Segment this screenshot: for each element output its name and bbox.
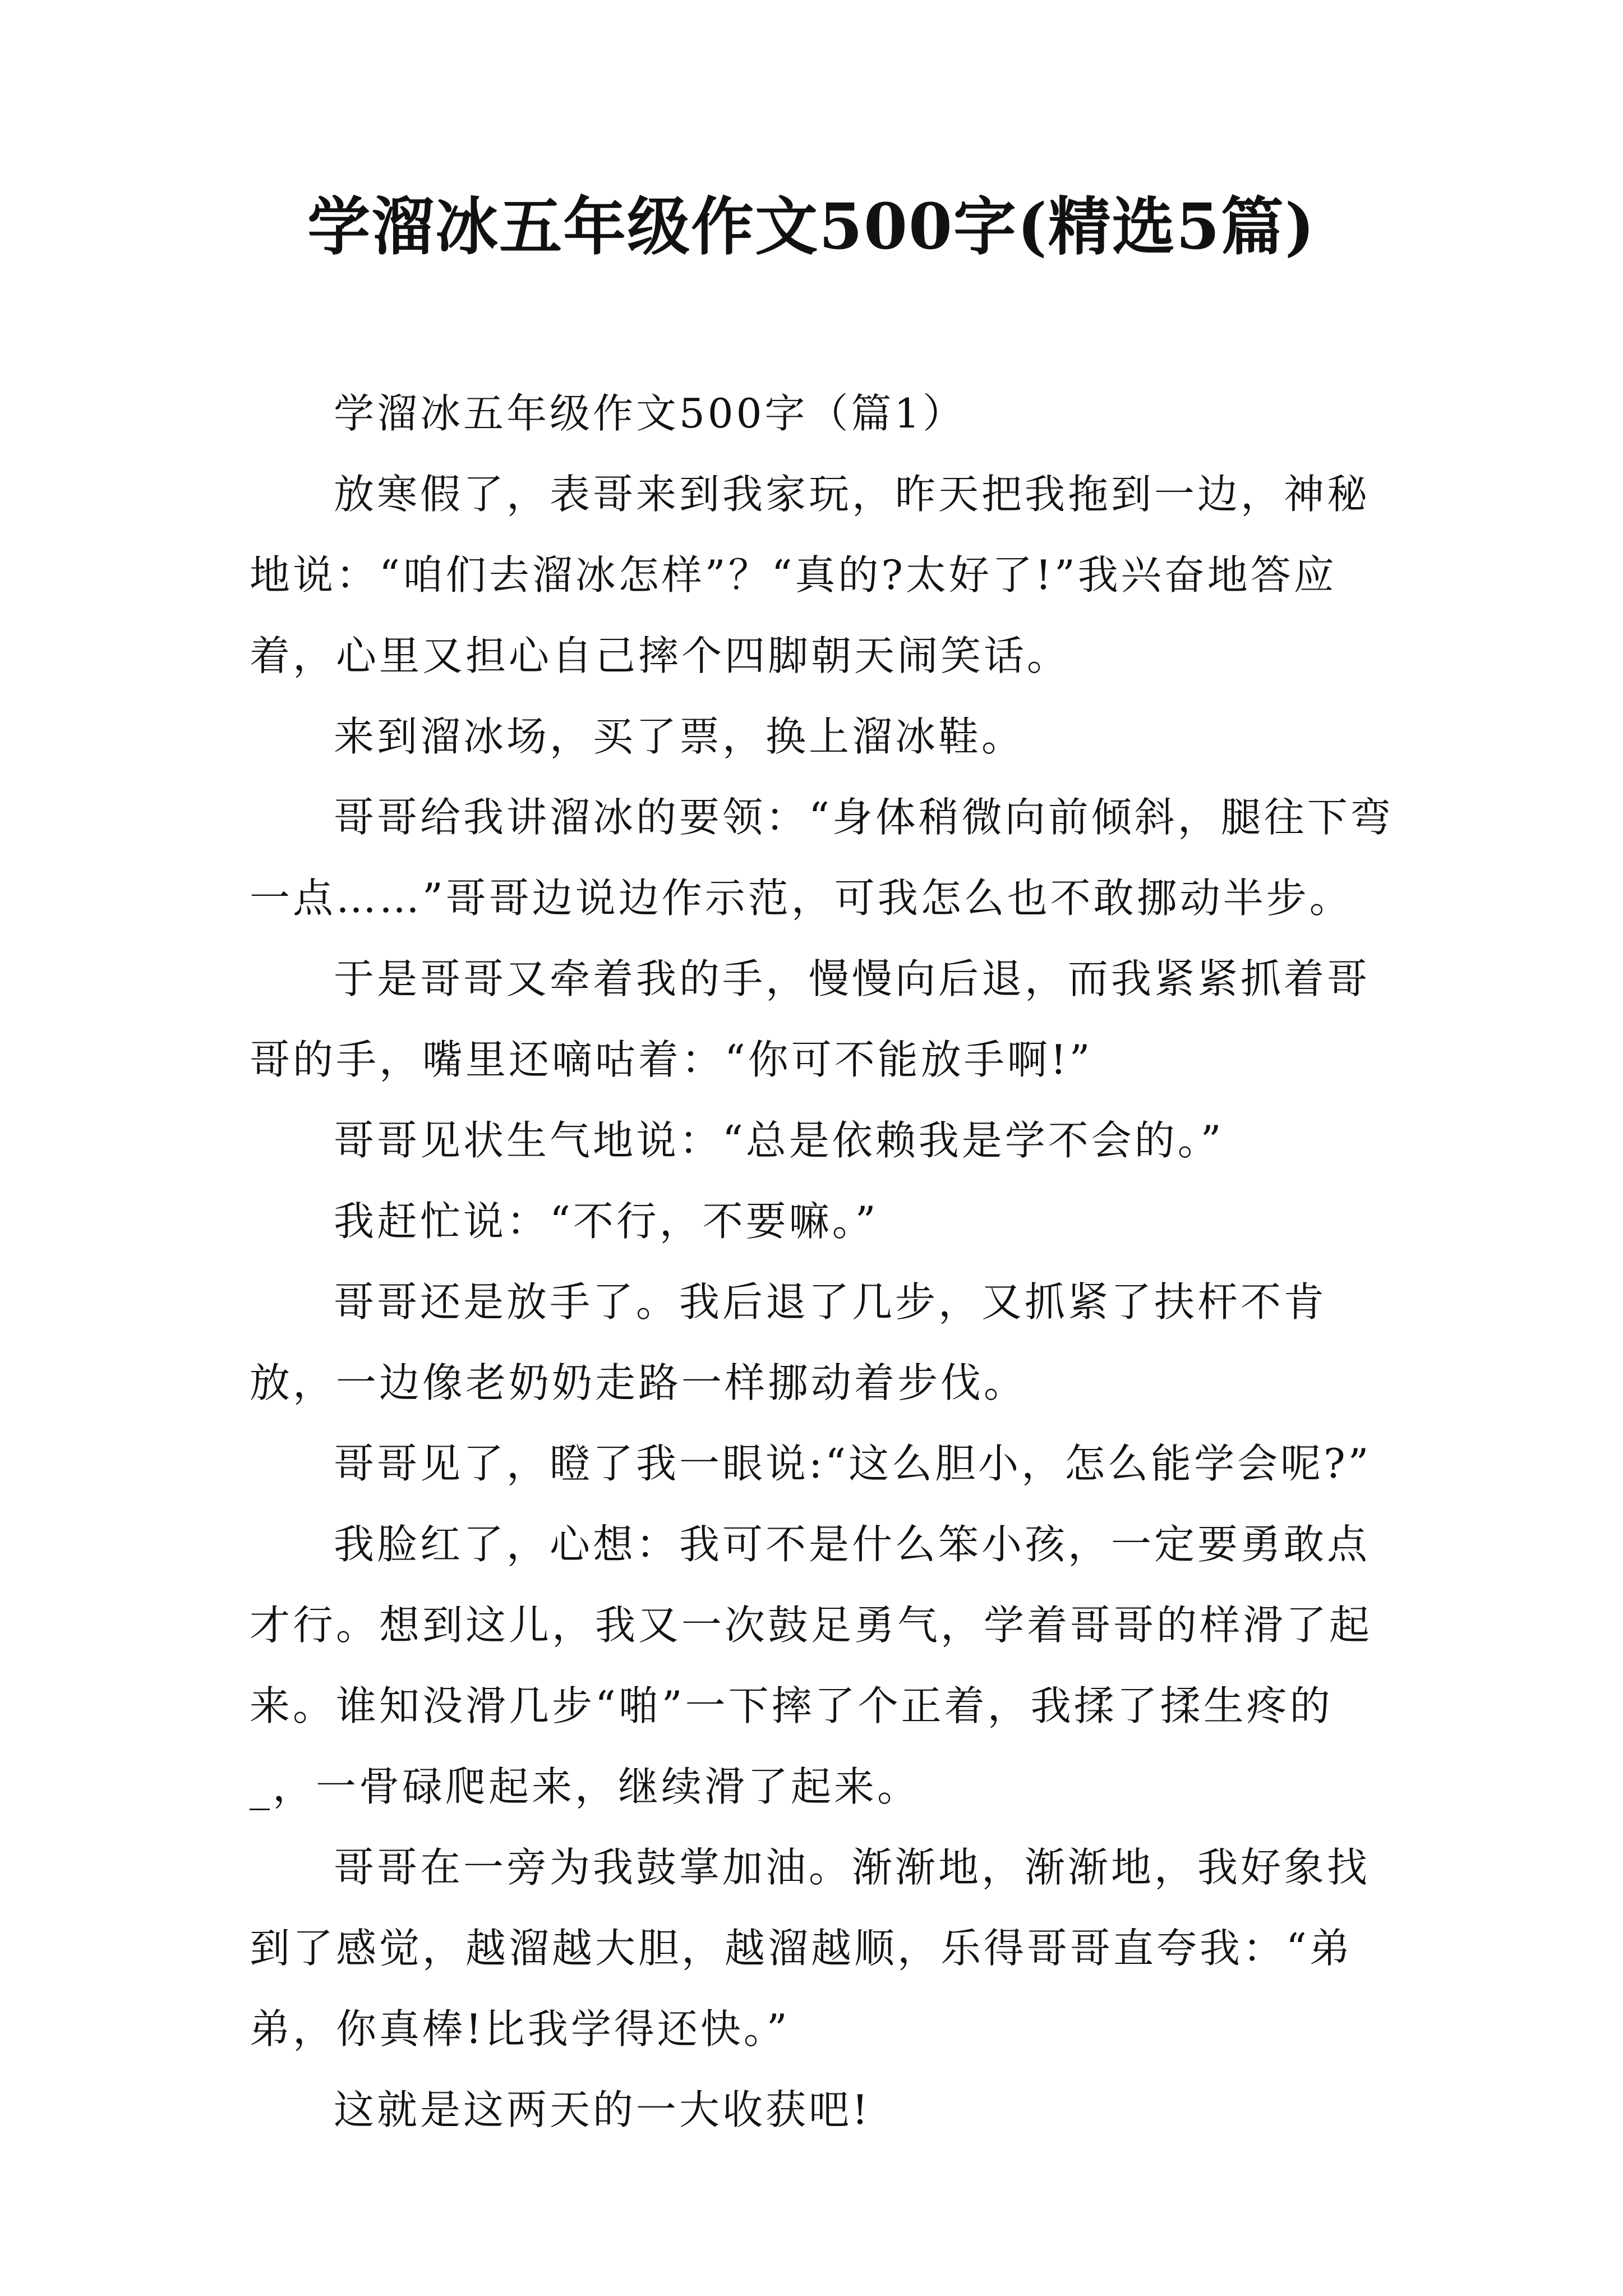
paragraph: 哥哥给我讲溜冰的要领：“身体稍微向前倾斜，腿往下弯一点……”哥哥边说边作示范，可我怎么也不敢挪动半步。 xyxy=(250,794,1394,922)
paragraph: 于是哥哥又牵着我的手，慢慢向后退，而我紧紧抓着哥哥的手，嘴里还嘀咕着：“你可不能放手啊!” xyxy=(250,955,1371,1083)
paragraph: 这就是这两天的一大收获吧! xyxy=(334,2086,871,2133)
document-title: 学溜冰五年级作文500字(精选5篇) xyxy=(307,190,1316,264)
paragraph: 我赶忙说：“不行，不要嘛。” xyxy=(334,1198,879,1245)
paragraph: 哥哥见了，瞪了我一眼说:“这么胆小，怎么能学会呢?” xyxy=(334,1440,1372,1487)
paragraph: 哥哥还是放手了。我后退了几步，又抓紧了扶杆不肯放，一边像老奶奶走路一样挪动着步伐。 xyxy=(250,1278,1327,1406)
document-body xyxy=(250,373,1394,2150)
section-heading: 学溜冰五年级作文500字（篇1） xyxy=(334,390,966,437)
paragraph: 哥哥见状生气地说：“总是依赖我是学不会的。” xyxy=(334,1117,1224,1164)
paragraph: 我脸红了，心想：我可不是什么笨小孩，一定要勇敢点才行。想到这儿，我又一次鼓足勇气，学着哥哥的样滑了起来。谁知没滑几步“啪”一下摔了个正着，我揉了揉生疼的_，一骨碌爬起来，继续滑了起来。 xyxy=(250,1521,1373,1810)
paragraph: 放寒假了，表哥来到我家玩，昨天把我拖到一边，神秘地说：“咱们去溜冰怎样”？“真的?太好了!”我兴奋地答应着，心里又担心自己摔个四脚朝天闹笑话。 xyxy=(250,471,1371,679)
paragraph: 来到溜冰场，买了票，换上溜冰鞋。 xyxy=(334,713,1025,760)
paragraph: 哥哥在一旁为我鼓掌加油。渐渐地，渐渐地，我好象找到了感觉，越溜越大胆，越溜越顺，乐得哥哥直夸我：“弟弟，你真棒!比我学得还快。” xyxy=(250,1844,1371,2053)
